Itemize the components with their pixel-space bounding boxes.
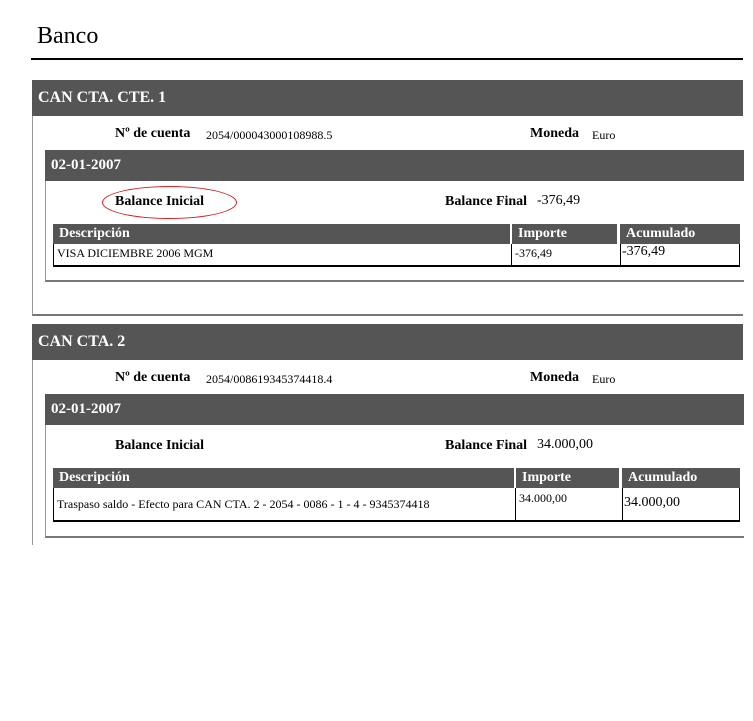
currency-label: Moneda <box>530 126 579 141</box>
date-header: 02-01-2007 <box>45 394 744 425</box>
column-header-descripcion: Descripción <box>53 224 510 244</box>
account-number-value: 2054/000043000108988.5 <box>206 128 333 142</box>
cell-importe: -376,49 <box>511 244 620 265</box>
account-header: CAN CTA. 2 <box>32 324 743 360</box>
date-frame <box>45 425 744 538</box>
final-balance-label: Balance Final <box>445 194 528 209</box>
account-frame <box>32 360 743 545</box>
date-header: 02-01-2007 <box>45 150 744 181</box>
final-balance-label: Balance Final <box>445 438 528 453</box>
initial-balance-label: Balance Inicial <box>115 438 205 453</box>
cell-acumulado: 34.000,00 <box>622 488 739 520</box>
column-header-importe: Importe <box>516 468 619 488</box>
cell-descripcion: VISA DICIEMBRE 2006 MGM <box>57 246 214 260</box>
column-header-importe: Importe <box>512 224 617 244</box>
account-header: CAN CTA. CTE. 1 <box>32 80 743 116</box>
currency-value: Euro <box>592 372 616 386</box>
column-header-descripcion: Descripción <box>53 468 514 488</box>
account-number-label: Nº de cuenta <box>115 126 191 141</box>
cell-acumulado: -376,49 <box>620 244 739 265</box>
account-number-value: 2054/008619345374418.4 <box>206 372 333 386</box>
initial-balance-label: Balance Inicial <box>115 194 205 209</box>
currency-value: Euro <box>592 128 616 142</box>
page-title: Banco <box>37 23 99 49</box>
final-balance-value: -376,49 <box>537 193 581 208</box>
currency-label: Moneda <box>530 370 579 385</box>
account-frame <box>32 116 743 316</box>
cell-importe: 34.000,00 <box>515 488 622 520</box>
column-header-acumulado: Acumulado <box>620 224 740 244</box>
title-divider <box>31 58 743 60</box>
final-balance-value: 34.000,00 <box>537 437 593 452</box>
column-header-acumulado: Acumulado <box>622 468 740 488</box>
account-number-label: Nº de cuenta <box>115 370 191 385</box>
table-row <box>53 488 740 522</box>
date-frame <box>45 181 744 282</box>
table-row <box>53 244 740 267</box>
cell-descripcion: Traspaso saldo - Efecto para CAN CTA. 2 - 2054 - 0086 - 1 - 4 - 9345374418 <box>57 497 430 511</box>
